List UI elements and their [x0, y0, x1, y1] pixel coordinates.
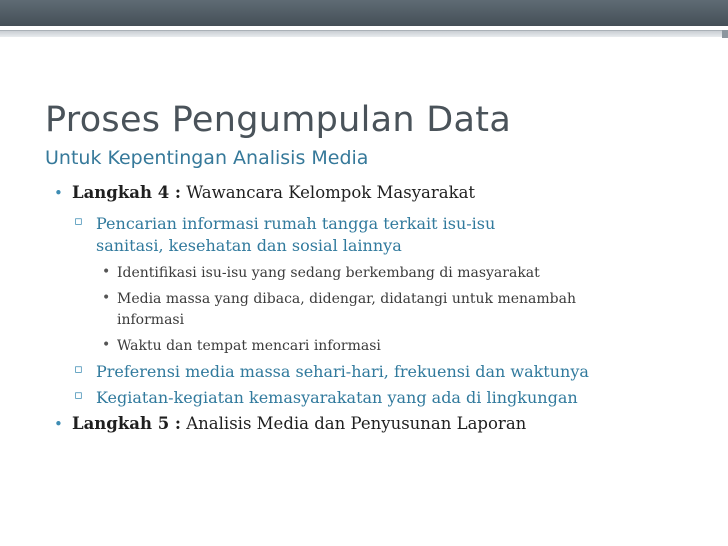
square-bullet-icon: ▫	[74, 388, 83, 403]
sub-sub-bullet-text: Waktu dan tempat mencari informasi	[117, 338, 381, 354]
bullet-text: Analisis Media dan Penyusunan Laporan	[186, 414, 527, 433]
dot-bullet-icon: •	[102, 337, 111, 353]
bullet-icon: •	[54, 415, 63, 433]
slide-top-rule	[0, 30, 728, 37]
slide-corner-accent	[722, 30, 728, 38]
bullet-icon: •	[54, 184, 63, 202]
dot-bullet-icon: •	[102, 290, 111, 306]
square-bullet-icon: ▫	[74, 214, 83, 229]
bullet-label: Langkah 4 :	[72, 183, 182, 202]
sub-sub-bullet-text: Media massa yang dibaca, didengar, didatangi untuk menambah	[117, 291, 576, 307]
bullet-text: Wawancara Kelompok Masyarakat	[186, 183, 476, 202]
slide-subtitle: Untuk Kepentingan Analisis Media	[45, 147, 369, 169]
square-bullet-icon: ▫	[74, 362, 83, 377]
sub-bullet-text: Preferensi media massa sehari-hari, frekuensi dan waktunya	[96, 362, 589, 381]
slide-title: Proses Pengumpulan Data	[45, 100, 512, 140]
slide-top-bar	[0, 0, 728, 26]
sub-bullet-text: Pencarian informasi rumah tangga terkait isu-isu	[96, 214, 496, 233]
sub-sub-bullet-text: Identifikasi isu-isu yang sedang berkembang di masyarakat	[117, 265, 540, 281]
sub-bullet-text: Kegiatan-kegiatan kemasyarakatan yang ada di lingkungan	[96, 388, 578, 407]
sub-bullet-text: sanitasi, kesehatan dan sosial lainnya	[96, 236, 402, 255]
sub-sub-bullet-text: informasi	[117, 312, 185, 328]
dot-bullet-icon: •	[102, 264, 111, 280]
bullet-label: Langkah 5 :	[72, 414, 182, 433]
